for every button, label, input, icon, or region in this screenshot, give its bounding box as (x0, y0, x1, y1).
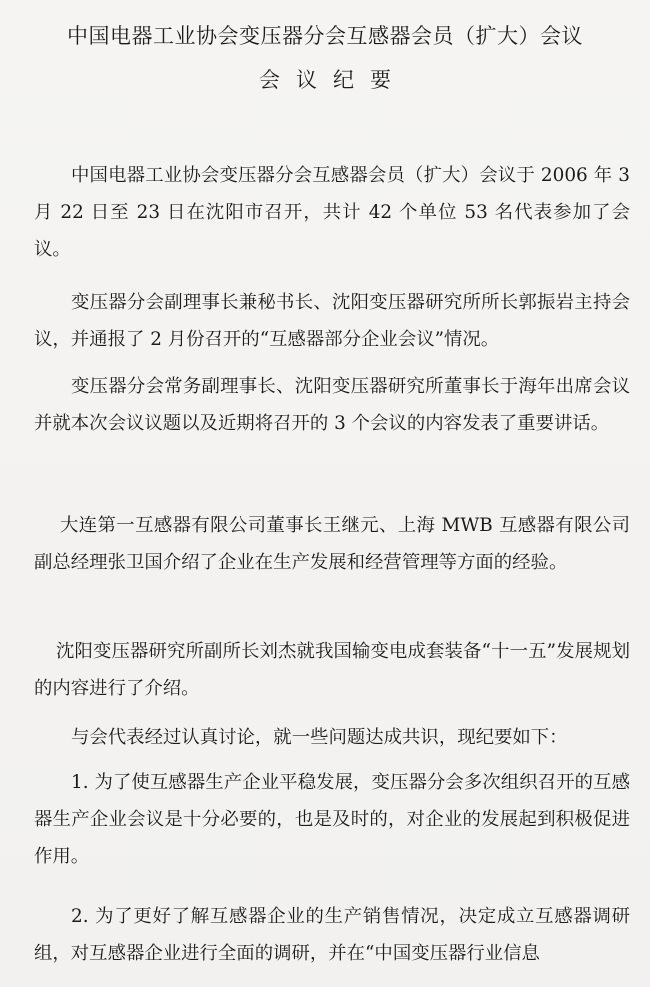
paragraph-meeting-overview: 中国电器工业协会变压器分会互感器会员（扩大）会议于 2006 年 3 月 22 日至 23 日在沈阳市召开，共计 42 个单位 53 名代表参加了会议。 (34, 165, 630, 260)
document-subtitle: 会议纪要 (259, 68, 407, 92)
paragraph-item-1: 1. 为了使互感器生产企业平稳发展，变压器分会多次组织召开的互感器生产企业会议是十分必要的，也是及时的，对企业的发展起到积极促进作用。 (34, 772, 630, 867)
document-title: 中国电器工业协会变压器分会互感器会员（扩大）会议 (67, 24, 583, 48)
paragraph-item-2: 2. 为了更好了解互感器企业的生产销售情况，决定成立互感器调研组，对互感器企业进行全面的调研，并在“中国变压器行业信息 (34, 906, 630, 964)
paragraph-chair: 变压器分会副理事长兼秘书长、沈阳变压器研究所所长郭振岩主持会议，并通报了 2 月份召开的“互感器部分企业会议”情况。 (34, 292, 630, 350)
paragraph-plan: 沈阳变压器研究所副所长刘杰就我国输变电成套装备“十一五”发展规划的内容进行了介绍。 (34, 641, 630, 699)
paragraph-experience: 大连第一互感器有限公司董事长王继元、上海 MWB 互感器有限公司副总经理张卫国介绍了企业在生产发展和经营管理等方面的经验。 (34, 515, 630, 573)
paragraph-consensus-intro: 与会代表经过认真讨论，就一些问题达成共识，现纪要如下： (71, 727, 568, 748)
paragraph-speech: 变压器分会常务副理事长、沈阳变压器研究所董事长于海年出席会议并就本次会议议题以及近期将召开的 3 个会议的内容发表了重要讲话。 (34, 376, 630, 434)
